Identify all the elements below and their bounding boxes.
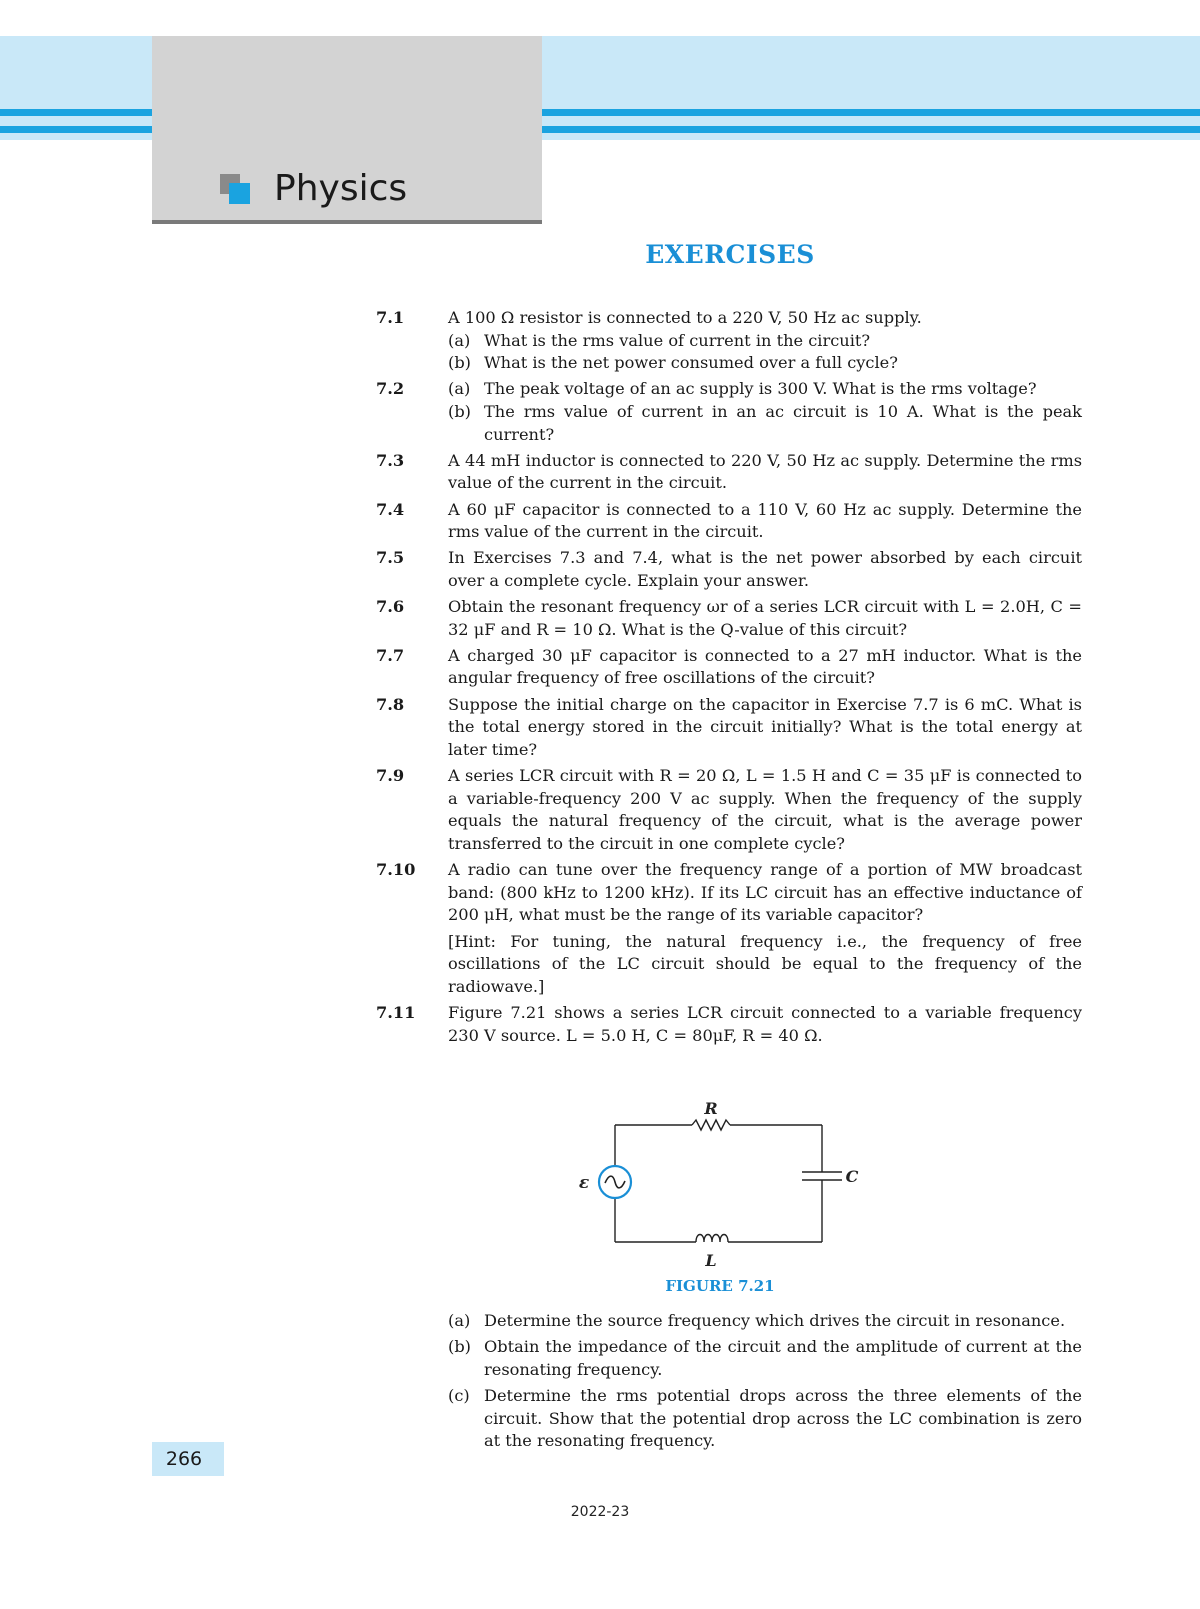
exercise-text: Suppose the initial charge on the capacitor in Exercise 7.7 is 6 mC. What is the total energy stored in the circuit initially? What is the total energy at later time? [448,694,1082,759]
page-title: EXERCISES [645,240,815,269]
capacitor-label: C [845,1167,859,1186]
exercise-number: 7.3 [376,450,405,470]
exercise-text: A charged 30 μF capacitor is connected to a 27 mH inductor. What is the angular frequency of free oscillations of the circuit? [448,645,1082,688]
footer-year: 2022-23 [570,1504,630,1520]
exercise-7-10 [376,859,1082,999]
section-label: Physics [274,168,408,209]
exercise-text: A series LCR circuit with R = 20 Ω, L = 1.5 H and C = 35 μF is connected to a variable-frequency 200 V ac supply. When the frequency of the supply equals the natural frequency of the circuit, what is the average power transferred to the circuit in one complete cycle? [448,766,1082,853]
part-text: Obtain the impedance of the circuit and the amplitude of current at the resonating frequency. [484,1337,1082,1379]
exercise-7-11 [376,1002,1082,1047]
exercise-7-9 [376,765,1082,855]
exercise-7-6 [376,596,1082,641]
part-label: (b) [448,1337,471,1357]
exercise-number: 7.7 [376,645,405,665]
exercise-hint: [Hint: For tuning, the natural frequency i.e., the frequency of free oscillations of the LC circuit should be equal to the frequency of the radiowave.] [448,931,1082,996]
exercise-text: Obtain the resonant frequency ωr of a series LCR circuit with L = 2.0H, C = 32 μF and R = 10 Ω. What is the Q-value of this circuit? [448,597,1082,639]
page-number: 266 [165,1448,203,1470]
exercise-7-7 [376,645,1082,690]
part-label: (a) [448,379,471,399]
exercise-number: 7.10 [376,860,416,879]
exercise-7-5 [376,547,1082,592]
exercise-text: A 100 Ω resistor is connected to a 220 V, 50 Hz ac supply. [448,308,922,327]
part-label: (a) [448,330,471,350]
part-text: The peak voltage of an ac supply is 300 V. What is the rms voltage? [484,379,1037,399]
exercise-7-3 [376,450,1082,495]
exercise-text: Figure 7.21 shows a series LCR circuit connected to a variable frequency 230 V source. L = 5.0 H, C = 80μF, R = 40 Ω. [448,1003,1082,1045]
exercise-7-4 [376,499,1082,544]
exercise-text: A radio can tune over the frequency range of a portion of MW broadcast band: (800 kHz to 1200 kHz). If its LC circuit has an effective inductance of 200 μH, what must be the range of its variable capacitor? [448,860,1082,925]
resistor-label: R [704,1099,718,1118]
exercise-number: 7.9 [376,766,405,786]
overlapping-squares-icon [220,174,250,204]
part-text: Determine the rms potential drops across the three elements of the circuit. Show that the potential drop across the LC combination is zero at the resonating frequency. [484,1385,1082,1451]
exercise-number: 7.6 [376,597,405,617]
exercise-number: 7.2 [376,379,405,399]
exercise-7-8 [376,694,1082,762]
part-text: What is the net power consumed over a full cycle? [484,353,898,373]
lcr-circuit-diagram [570,1090,870,1270]
exercise-7-2 [376,378,1082,446]
exercise-text: In Exercises 7.3 and 7.4, what is the net power absorbed by each circuit over a complete cycle. Explain your answer. [448,548,1082,590]
exercise-number: 7.11 [376,1003,416,1023]
exercise-number: 7.5 [376,548,405,568]
exercise-number: 7.4 [376,499,405,519]
exercise-text: A 44 mH inductor is connected to 220 V, 50 Hz ac supply. Determine the rms value of the current in the circuit. [448,450,1082,493]
part-label: (c) [448,1385,470,1405]
part-label: (b) [448,401,471,421]
part-label: (a) [448,1311,471,1330]
exercise-list [376,307,1082,1051]
part-text: Determine the source frequency which drives the circuit in resonance. [484,1311,1066,1330]
figure-caption: FIGURE 7.21 [665,1277,775,1295]
source-label: ε [578,1173,590,1193]
part-label: (b) [448,353,471,373]
part-text: What is the rms value of current in the circuit? [484,330,871,350]
exercise-text: A 60 μF capacitor is connected to a 110 V, 60 Hz ac supply. Determine the rms value of the current in the circuit. [448,499,1082,542]
exercise-number: 7.8 [376,694,405,714]
exercise-7-11-parts [448,1310,1082,1456]
exercise-7-1 [376,307,1082,375]
part-text: The rms value of current in an ac circuit is 10 A. What is the peak current? [484,401,1082,444]
exercise-number: 7.1 [376,308,405,327]
page-number-box [152,1442,224,1476]
inductor-label: L [705,1251,717,1270]
